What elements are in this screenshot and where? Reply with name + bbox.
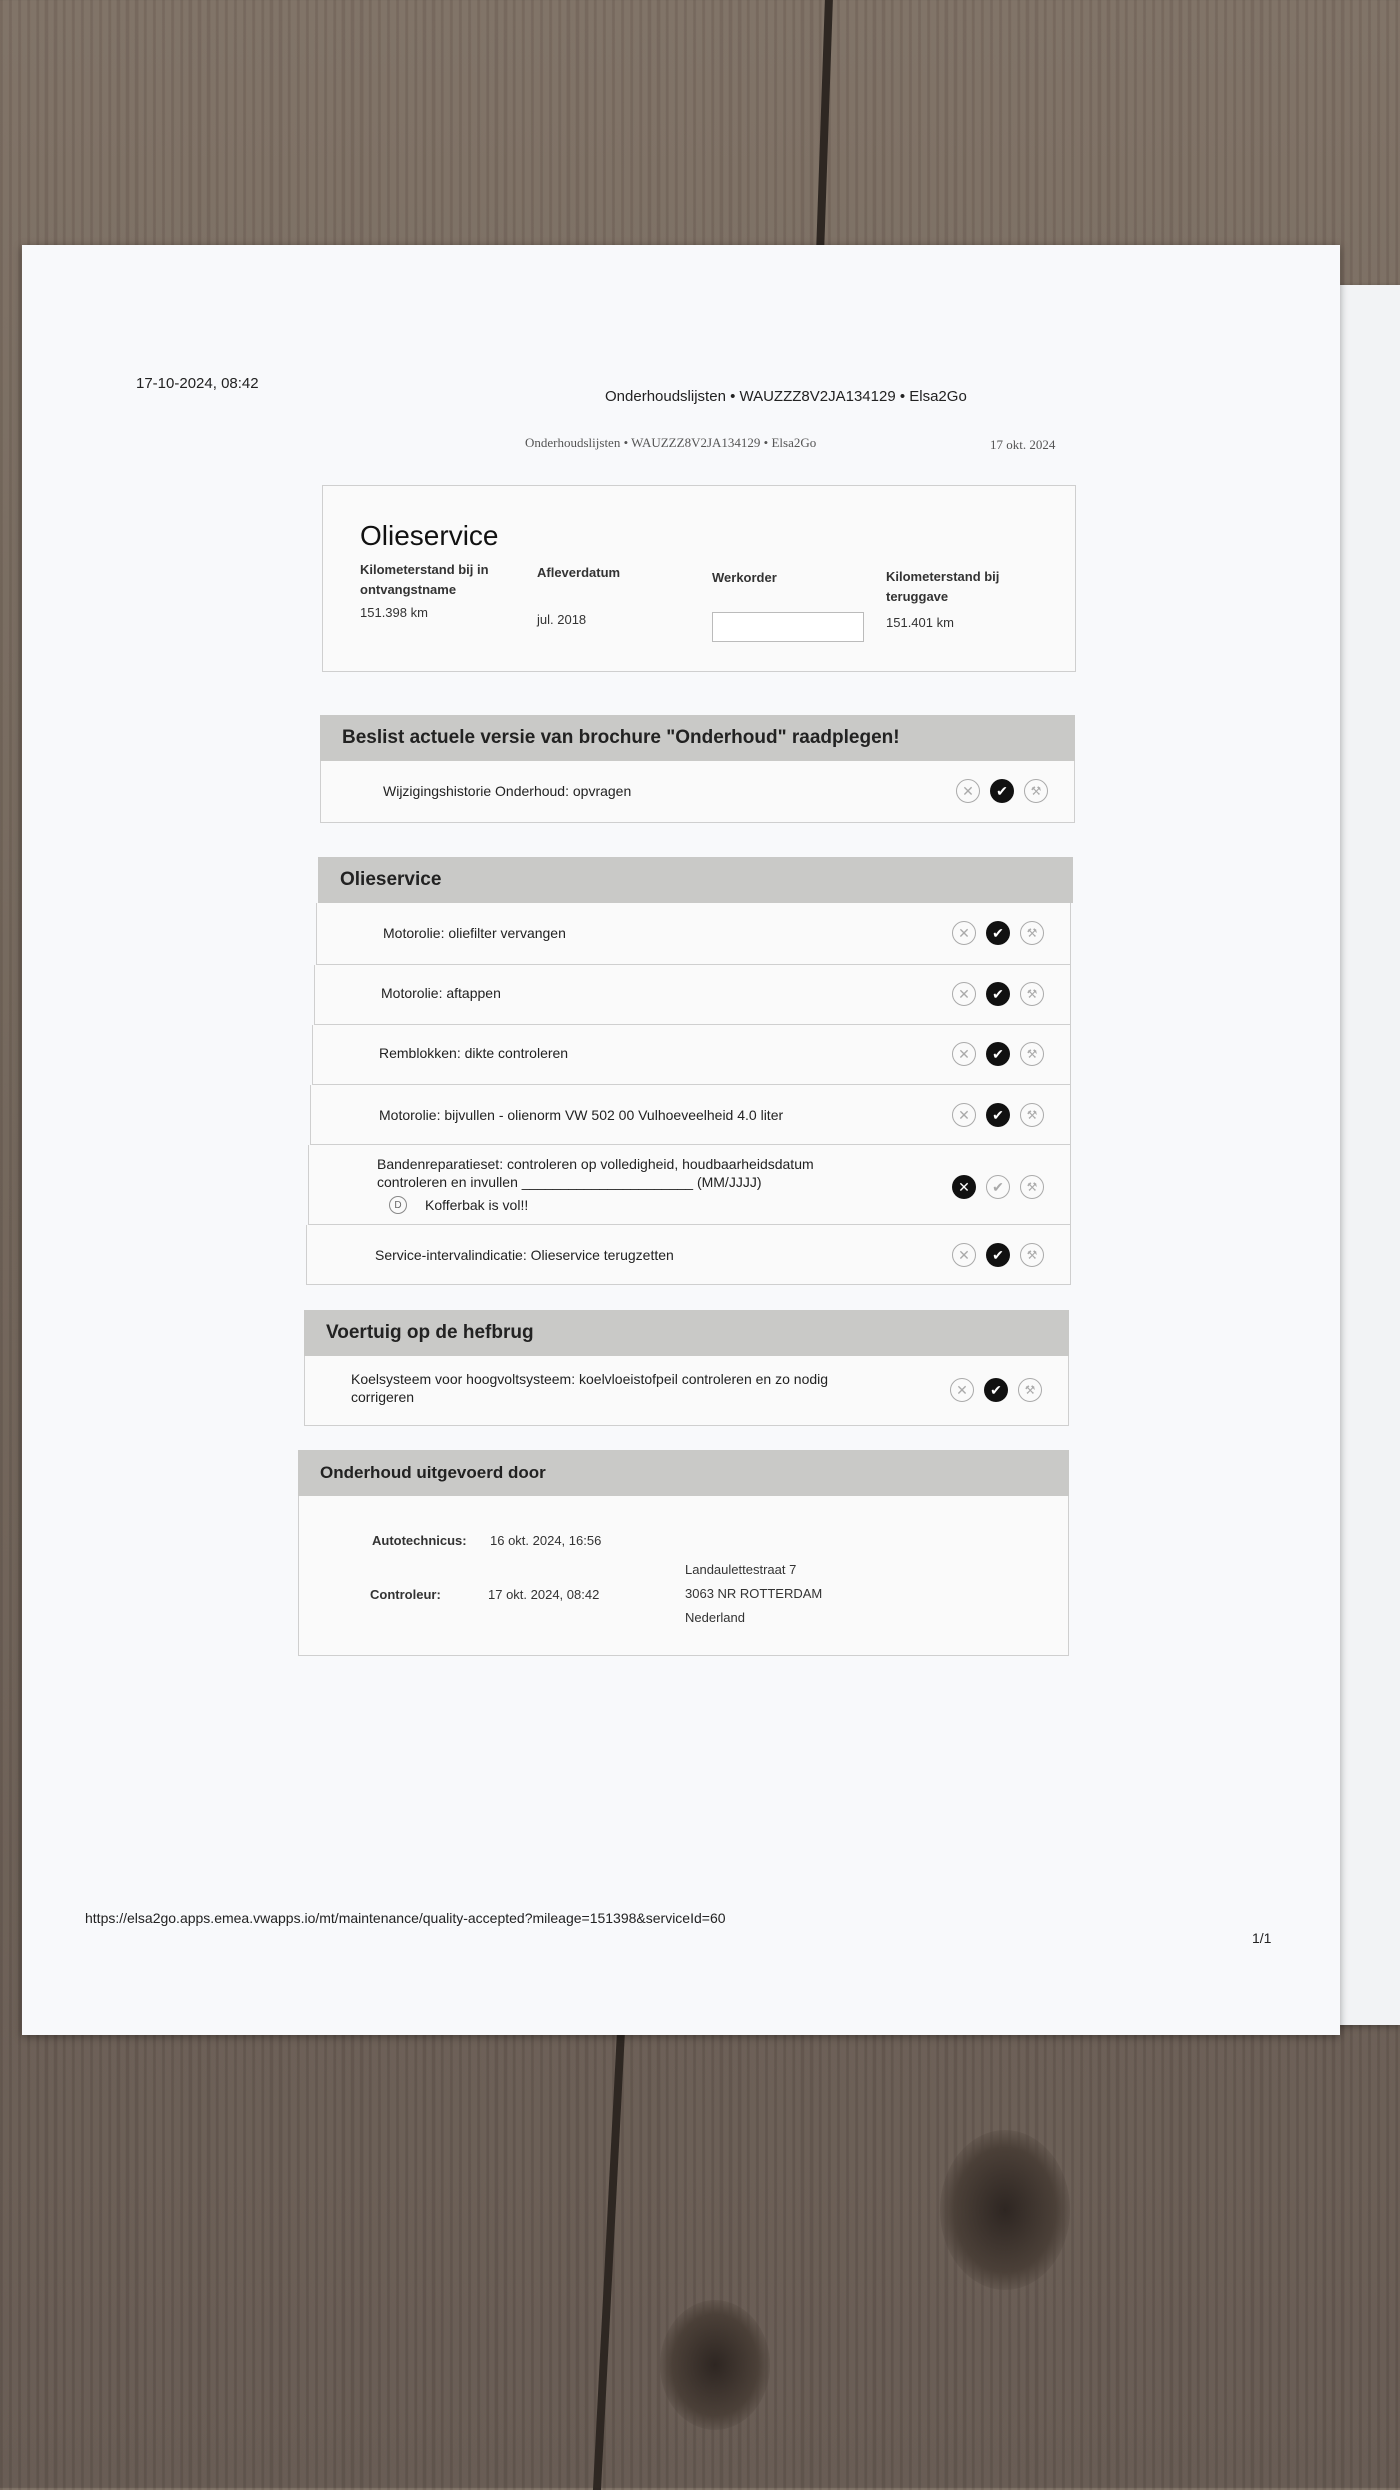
checklist-row: [304, 1356, 1069, 1426]
cancel-icon[interactable]: ✕: [952, 982, 976, 1006]
field-label-afleverdatum: Afleverdatum: [537, 565, 621, 580]
print-footer-url: https://elsa2go.apps.emea.vwapps.io/mt/maintenance/quality-accepted?mileage=151398&serviceId=60: [85, 1910, 726, 1926]
page-header-date: 17 okt. 2024: [990, 437, 1056, 452]
section-header-brochure: Beslist actuele versie van brochure "Onderhoud" raadplegen!: [320, 715, 1075, 761]
checklist-item-text: Wijzigingshistorie Onderhoud: opvragen: [383, 783, 632, 799]
print-title: Onderhoudslijsten • WAUZZZ8V2JA134129 • Elsa2Go: [605, 388, 967, 405]
checklist-item-text: Koelsysteem voor hoogvoltsysteem: koelvloeistofpeil controleren en zo nodig corrigeren: [351, 1371, 829, 1405]
checklist-item-text: Motorolie: oliefilter vervangen: [383, 925, 566, 941]
field-value-km-in: 151.398 km: [360, 605, 428, 620]
wrench-icon[interactable]: ⚒: [1018, 1378, 1042, 1402]
wrench-icon[interactable]: ⚒: [1020, 1243, 1044, 1267]
print-footer-page: 1/1: [1252, 1930, 1272, 1946]
field-value-afleverdatum: jul. 2018: [537, 612, 587, 627]
wood-knot: [660, 2300, 770, 2430]
controleur-value: 17 okt. 2024, 08:42: [488, 1587, 600, 1602]
cancel-icon[interactable]: ✕: [952, 1103, 976, 1127]
check-icon[interactable]: ✔: [986, 982, 1010, 1006]
cancel-icon[interactable]: ✕: [952, 1243, 976, 1267]
signature-block: [298, 1496, 1069, 1656]
checklist-row: [316, 903, 1071, 965]
checklist-item-text: Service-intervalindicatie: Olieservice terugzetten: [375, 1247, 674, 1263]
checklist-row: [310, 1085, 1071, 1145]
cancel-icon[interactable]: ✕: [952, 921, 976, 945]
field-label-km-in: Kilometerstand bij in ontvangstname: [360, 562, 489, 597]
controleur-label: Controleur:: [370, 1587, 441, 1602]
comment-icon: D: [389, 1196, 407, 1214]
autotechnicus-value: 16 okt. 2024, 16:56: [490, 1533, 602, 1548]
checklist-item-text: Motorolie: bijvullen - olienorm VW 502 00 Vulhoeveelheid 4.0 liter: [379, 1107, 784, 1123]
check-icon[interactable]: ✔: [986, 1042, 1010, 1066]
checklist-item-text: Bandenreparatieset: controleren op volledigheid, houdbaarheidsdatum controleren en invullen ______________________ (MM/JJJJ): [377, 1156, 814, 1190]
section-header-olieservice: Olieservice: [318, 857, 1073, 903]
page-title: Olieservice: [360, 520, 499, 551]
checklist-item-text: Remblokken: dikte controleren: [379, 1045, 569, 1061]
checklist-row: [320, 761, 1075, 823]
wrench-icon[interactable]: ⚒: [1020, 982, 1044, 1006]
page-header-title: Onderhoudslijsten • WAUZZZ8V2JA134129 • Elsa2Go: [525, 435, 817, 450]
cancel-icon[interactable]: ✕: [956, 779, 980, 803]
table-board-seam: [593, 2030, 625, 2490]
section-header-hefbrug: Voertuig op de hefbrug: [304, 1310, 1069, 1356]
cancel-icon[interactable]: ✕: [950, 1378, 974, 1402]
field-value-km-out: 151.401 km: [886, 615, 954, 630]
wrench-icon[interactable]: ⚒: [1020, 1103, 1044, 1127]
table-board-seam: [815, 0, 833, 280]
wrench-icon[interactable]: ⚒: [1020, 1175, 1044, 1199]
checklist-row: [312, 1025, 1071, 1085]
comment-text: Kofferbak is vol!!: [425, 1197, 529, 1213]
cancel-icon[interactable]: ✕: [952, 1175, 976, 1199]
field-label-werkorder: Werkorder: [712, 570, 777, 585]
cancel-icon[interactable]: ✕: [952, 1042, 976, 1066]
checklist-row: [306, 1225, 1071, 1285]
print-datetime: 17-10-2024, 08:42: [136, 375, 259, 392]
check-icon[interactable]: ✔: [986, 1175, 1010, 1199]
address-line: 3063 NR ROTTERDAM: [685, 1586, 823, 1601]
wrench-icon[interactable]: ⚒: [1020, 1042, 1044, 1066]
checklist-row: [308, 1145, 1071, 1225]
check-icon[interactable]: ✔: [986, 921, 1010, 945]
check-icon[interactable]: ✔: [990, 779, 1014, 803]
check-icon[interactable]: ✔: [986, 1103, 1010, 1127]
section-header-uitgevoerd: Onderhoud uitgevoerd door: [298, 1450, 1069, 1496]
checklist-item-text: Motorolie: aftappen: [381, 985, 501, 1001]
address-line: Nederland: [685, 1610, 745, 1625]
check-icon[interactable]: ✔: [984, 1378, 1008, 1402]
address-line: Landaulettestraat 7: [685, 1562, 797, 1577]
autotechnicus-label: Autotechnicus:: [372, 1533, 467, 1548]
wood-knot: [940, 2130, 1070, 2290]
check-icon[interactable]: ✔: [986, 1243, 1010, 1267]
wrench-icon[interactable]: ⚒: [1024, 779, 1048, 803]
field-label-km-out: Kilometerstand bij teruggave: [886, 569, 1000, 604]
werkorder-field[interactable]: [712, 612, 864, 642]
wrench-icon[interactable]: ⚒: [1020, 921, 1044, 945]
checklist-row: [314, 965, 1071, 1025]
